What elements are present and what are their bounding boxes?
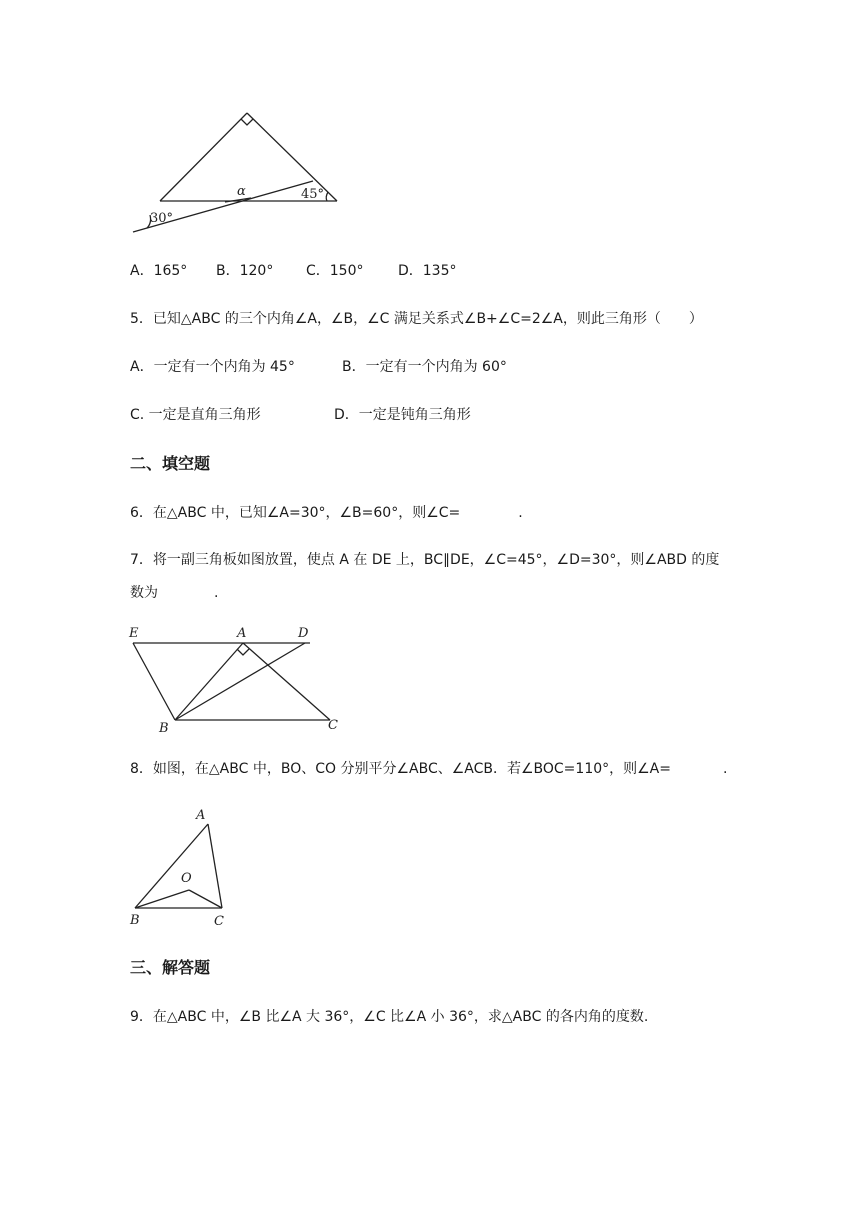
q7-label-b: B	[159, 721, 169, 736]
q6-question: 6．在△ABC 中，已知∠A=30°，∠B=60°，则∠C=	[130, 505, 461, 521]
q8-label-b: B	[130, 913, 140, 928]
q5-options-row2	[130, 405, 471, 425]
q4-angle-30-label: 30°	[150, 211, 174, 226]
q5-option-c: C. 一定是直角三角形	[130, 407, 261, 423]
q7-question-tail: 数为	[130, 585, 158, 601]
q5-options-row1	[130, 357, 507, 377]
q8-question: 8．如图，在△ABC 中，BO、CO 分别平分∠ABC、∠ACB．若∠BOC=110°，则∠A=	[130, 761, 671, 777]
q7-figure	[125, 622, 350, 737]
q4-option-c: C．150°	[306, 263, 364, 279]
q4-option-a: A．165°	[130, 263, 188, 279]
q8-label-c: C	[214, 914, 224, 929]
q7-label-c: C	[328, 718, 338, 733]
q6-text	[130, 503, 523, 523]
q9-text: 9．在△ABC 中，∠B 比∠A 大 36°，∠C 比∠A 小 36°，求△ABC 的各内角的度数.	[130, 1009, 649, 1025]
q7-label-a: A	[237, 626, 247, 641]
q5-text: 5．已知△ABC 的三个内角∠A，∠B，∠C 满足关系式∠B+∠C=2∠A，则此三角形（ ）	[130, 311, 703, 327]
q4-option-d: D．135°	[398, 263, 457, 279]
section-3-title: 三、解答题	[130, 958, 211, 977]
q8-label-o: O	[181, 871, 192, 886]
q8-end: .	[723, 761, 728, 777]
q5-option-a: A．一定有一个内角为 45°	[130, 359, 295, 375]
q7-label-e: E	[129, 626, 139, 641]
q4-alpha-label: α	[237, 184, 246, 199]
q4-figure	[125, 105, 355, 240]
q4-option-b: B．120°	[216, 263, 274, 279]
q5-option-b: B．一定有一个内角为 60°	[342, 359, 507, 375]
section-2-title: 二、填空题	[130, 454, 211, 473]
q7-text-line2	[130, 583, 218, 603]
q7-end: .	[214, 585, 219, 601]
q6-end: .	[518, 505, 523, 521]
q7-text-line1: 7．将一副三角板如图放置，使点 A 在 DE 上，BC∥DE，∠C=45°，∠D=30°，则∠ABD 的度	[130, 552, 720, 568]
q4-angle-45-label: 45°	[301, 187, 325, 202]
q8-text	[130, 759, 727, 779]
q8-label-a: A	[196, 808, 206, 823]
q8-figure	[125, 802, 240, 932]
q7-label-d: D	[298, 626, 309, 641]
q4-options	[130, 261, 457, 281]
q5-option-d: D．一定是钝角三角形	[334, 407, 471, 423]
